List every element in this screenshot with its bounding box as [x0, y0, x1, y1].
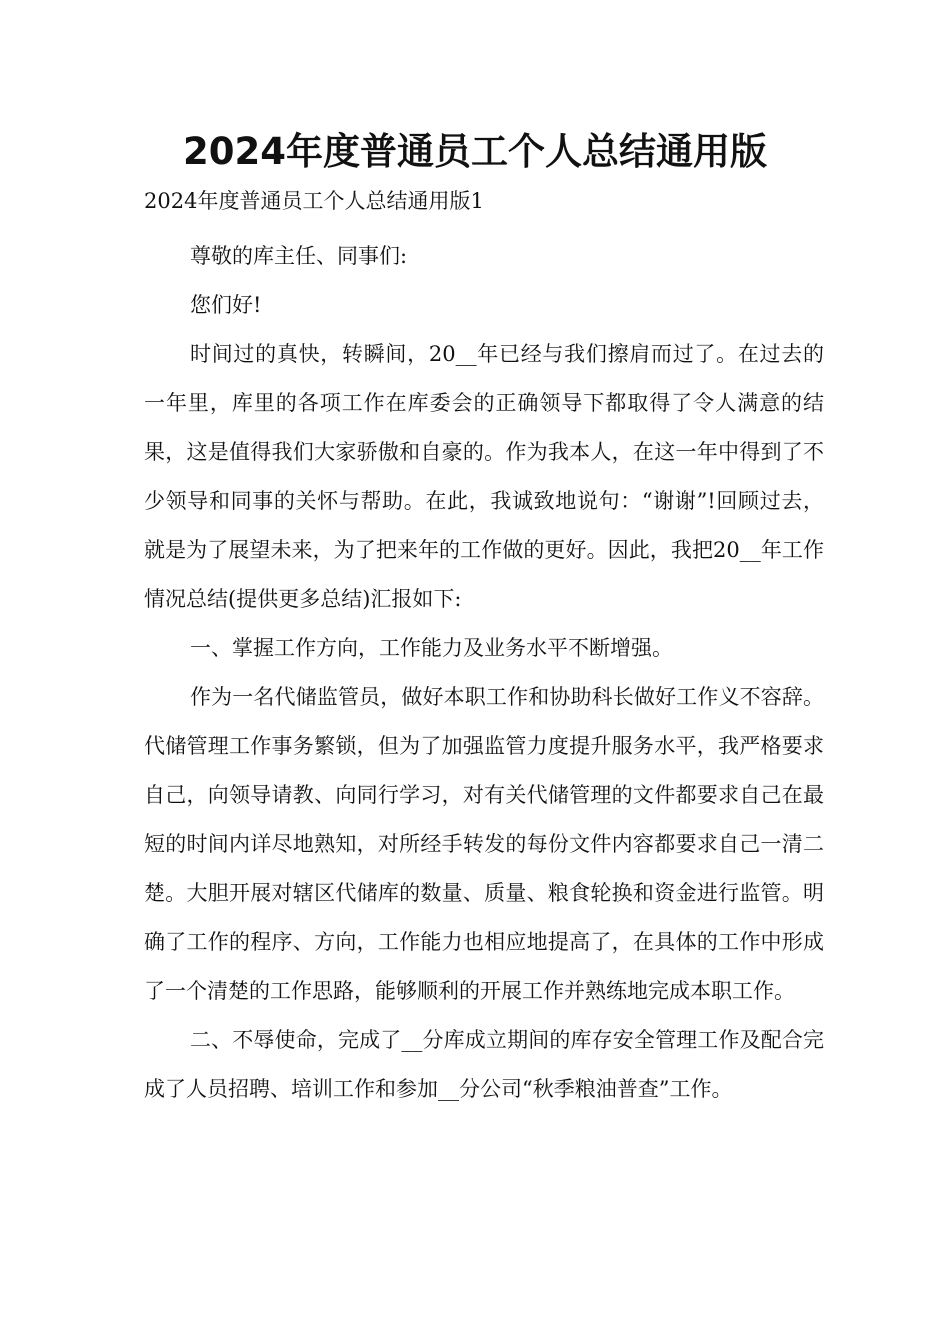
document-body: [144, 232, 824, 1114]
paragraph-greeting: 尊敬的库主任、同事们:: [190, 244, 408, 268]
document-subtitle: 2024年度普通员工个人总结通用版1: [144, 189, 484, 213]
paragraph-intro: 时间过的真快，转瞬间，20__年已经与我们擦肩而过了。在过去的一年里，库里的各项工作在库委会的正确领导下都取得了令人满意的结果，这是值得我们大家骄傲和自豪的。作为我本人，在这一年中得到了不少领导和同事的关怀与帮助。在此，我诚致地说句：“谢谢”!回顾过去，就是为了展望未来，为了把来年的工作做的更好。因此，我把20__年工作情况总结(提供更多总结)汇报如下:: [144, 342, 824, 611]
paragraph-section-1-body: 作为一名代储监管员，做好本职工作和协助科长做好工作义不容辞。代储管理工作事务繁锁，但为了加强监管力度提升服务水平，我严格要求自己，向领导请教、向同行学习，对有关代储管理的文件都要求自己在最短的时间内详尽地熟知，对所经手转发的每份文件内容都要求自己一清二楚。大胆开展对辖区代储库的数量、质量、粮食轮换和资金进行监管。明确了工作的程序、方向，工作能力也相应地提高了，在具体的工作中形成了一个清楚的工作思路，能够顺利的开展工作并熟练地完成本职工作。: [144, 685, 824, 1003]
document-title: 2024年度普通员工个人总结通用版: [183, 130, 767, 173]
paragraph-hello: 您们好!: [190, 293, 262, 317]
paragraph-section-2: 二、不辱使命，完成了__分库成立期间的库存安全管理工作及配合完成了人员招聘、培训工作和参加__分公司“秋季粮油普查”工作。: [144, 1028, 824, 1101]
paragraph-section-1-heading: 一、掌握工作方向，工作能力及业务水平不断增强。: [190, 636, 673, 660]
